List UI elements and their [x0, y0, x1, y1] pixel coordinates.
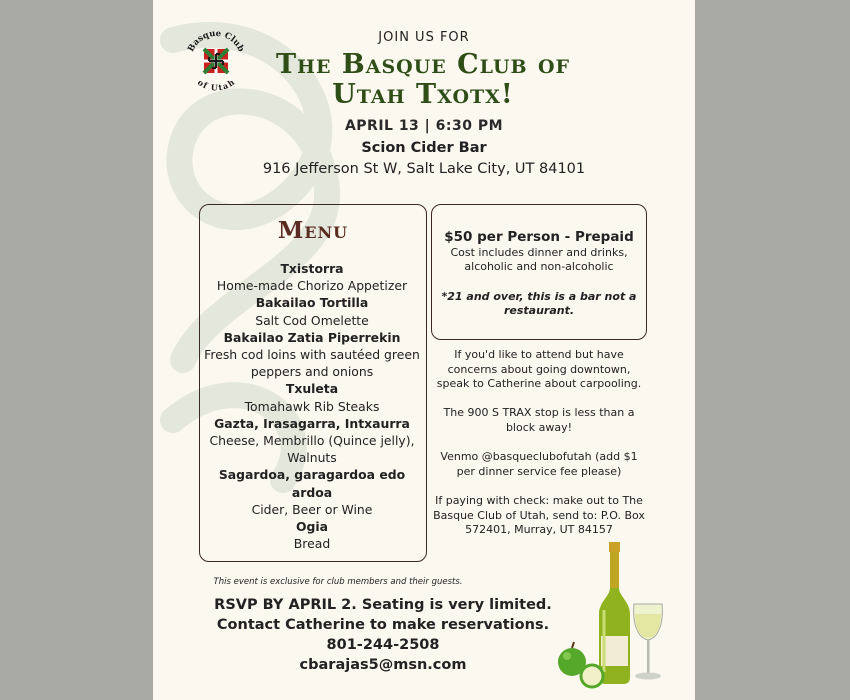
- dish-name: Ogia: [295, 519, 328, 535]
- price-description: Cost includes dinner and drinks, alcoholic and non-alcoholic: [450, 246, 628, 273]
- price-box: [431, 204, 647, 340]
- event-title-line2: Utah Txotx!: [332, 79, 514, 110]
- green-apple-icon: [558, 642, 603, 687]
- venue-name: Scion Cider Bar: [361, 140, 487, 156]
- venmo-info: Venmo @basqueclubofutah (add $1 per dinner service fee please): [440, 450, 638, 478]
- menu-item: [202, 415, 422, 467]
- carpool-info: If you'd like to attend but have concerns about going downtown, speak to Catherine about carpooling.: [436, 348, 642, 390]
- dish-description: Home-made Chorizo Appetizer: [216, 278, 408, 294]
- logo-ring-text-top: Basque Club: [186, 28, 246, 54]
- dish-description: Cider, Beer or Wine: [251, 501, 373, 517]
- dish-description: Fresh cod loins with sautéed green peppers and onions: [204, 347, 420, 380]
- menu-item: [202, 329, 422, 381]
- dish-name: Txistorra: [280, 261, 344, 276]
- join-us-text: JOIN US FOR: [378, 30, 470, 45]
- venue-address: 916 Jefferson St W, Salt Lake City, UT 84101: [262, 161, 586, 177]
- menu-item: [202, 466, 422, 518]
- menu-item: [202, 294, 422, 328]
- trax-info: The 900 S TRAX stop is less than a block away!: [443, 406, 635, 434]
- dish-name: Sagardoa, garagardoa edo ardoa: [218, 467, 406, 500]
- dish-name: Gazta, Irasagarra, Intxaurra: [214, 415, 410, 431]
- menu-list: [202, 260, 422, 552]
- phone-number[interactable]: 801-244-2508: [326, 637, 440, 653]
- dish-description: Salt Cod Omelette: [255, 312, 369, 328]
- dish-description: Cheese, Membrillo (Quince jelly), Walnuts: [209, 433, 415, 466]
- menu-title: Menu: [277, 217, 349, 244]
- price-headline: $50 per Person - Prepaid: [444, 229, 634, 245]
- cider-drinks-illustration: [558, 540, 668, 690]
- menu-box: [199, 204, 427, 562]
- cider-bottle-icon: [599, 542, 630, 684]
- rsvp-deadline: RSVP BY APRIL 2. Seating is very limited.: [214, 597, 552, 613]
- check-info: If paying with check: make out to The Basque Club of Utah, send to: P.O. Box 572401, Murray, UT 84157: [433, 494, 645, 536]
- age-note: *21 and over, this is a bar not a restaurant.: [441, 290, 637, 317]
- contact-line: Contact Catherine to make reservations.: [216, 617, 550, 633]
- flyer: [153, 0, 695, 700]
- email-address[interactable]: cbarajas5@msn.com: [299, 657, 467, 673]
- exclusive-note: This event is exclusive for club members and their guests.: [213, 577, 463, 587]
- dish-description: Tomahawk Rib Steaks: [244, 398, 380, 414]
- wine-glass-icon: [634, 604, 663, 680]
- menu-item: [202, 380, 422, 414]
- dish-description: Bread: [293, 536, 331, 552]
- menu-item: [202, 260, 422, 294]
- event-title-line1: The Basque Club of: [275, 49, 571, 80]
- dish-name: Txuleta: [285, 381, 339, 397]
- event-date-time: APRIL 13 | 6:30 PM: [344, 118, 504, 134]
- menu-item: [202, 518, 422, 552]
- event-title: [213, 50, 633, 110]
- dish-name: Bakailao Zatia Piperrekin: [223, 329, 401, 345]
- logo-ring-text-bottom: of Utah: [195, 77, 237, 93]
- dish-name: Bakailao Tortilla: [255, 295, 369, 311]
